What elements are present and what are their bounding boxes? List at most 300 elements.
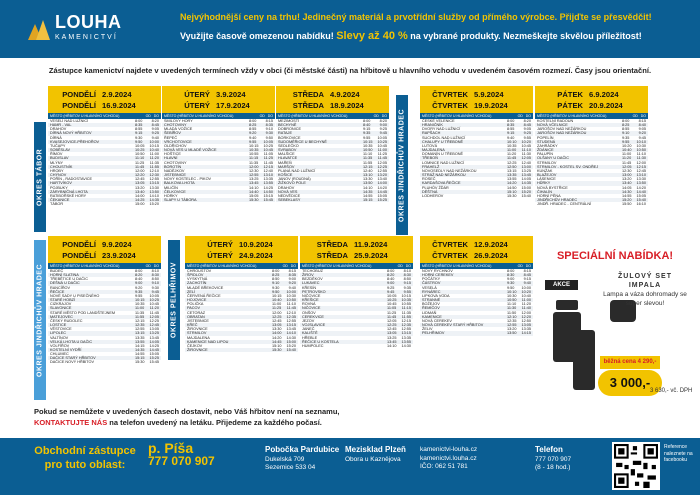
place-name: HOŠTICE [164, 152, 181, 157]
place-name: MAJDALENA [422, 148, 445, 153]
time-to: 14:05 [149, 339, 159, 344]
place-name: PETROVSKO [302, 289, 326, 294]
time-to: 10:40 [149, 148, 159, 153]
time-to: 11:30 [521, 152, 531, 157]
time-from: 13:50 [507, 331, 517, 336]
place-name: HORNÍ SLATINA [50, 273, 79, 278]
time-to: 8:15 [523, 269, 531, 273]
rep-label: Obchodní zástupce pro tuto oblast: [34, 445, 136, 471]
time-from: 10:25 [387, 298, 397, 303]
time-to: 14:30 [401, 343, 411, 348]
time-from: 14:25 [135, 197, 145, 202]
place-name: POPELÍN [537, 135, 554, 140]
place-name: MARŠOV [278, 164, 295, 169]
region-label-jhradec-bottom: OKRES JINDŘICHŮV HRADEC [34, 240, 46, 400]
place-name: TÁBOR [50, 202, 64, 207]
time-from: 9:50 [272, 289, 280, 294]
place-name: DEŠNÁ U DAČIC [50, 281, 80, 286]
time-to: 10:00 [149, 139, 159, 144]
time-to: 14:10 [286, 331, 296, 336]
time-from: 8:40 [135, 277, 143, 282]
time-from: 12:25 [387, 323, 397, 328]
place-name: RAPŠACH [422, 131, 441, 136]
time-from: 11:00 [272, 302, 282, 307]
time-to: 12:10 [149, 168, 159, 173]
time-from: 9:30 [507, 281, 515, 286]
time-to: 10:05 [377, 135, 387, 140]
place-name: KALIŠTĚ [302, 331, 318, 336]
time-to: 10:25 [263, 143, 273, 148]
place-name: CHÝNOV [50, 173, 67, 178]
date: 19.9.2024 [474, 100, 508, 110]
place-name: NOVÉ SADY U PISEČNÉHO [50, 293, 100, 298]
time-to: 9:15 [403, 281, 411, 286]
place-name: LOMNICE NAD LUŽNICÍ [422, 160, 465, 165]
schedule-block [162, 86, 275, 202]
place-name: STRMILOV - KOSTEL SV. ONDŘEJ [537, 164, 599, 169]
place-name: DÍRNÁ [50, 135, 62, 140]
time-to: 15:15 [263, 193, 273, 198]
place-name: ŽDÁNICE [537, 148, 554, 153]
time-from: 10:55 [249, 152, 259, 157]
schedule-dates [300, 236, 413, 263]
time-to: 9:45 [151, 289, 159, 294]
time-to: 9:05 [523, 127, 531, 132]
schedule-table [420, 269, 533, 336]
time-from: 13:45 [387, 339, 397, 344]
time-to: 12:55 [149, 177, 159, 182]
time-from: 10:35 [507, 143, 517, 148]
branch-plzen: Mezisklad Plzeň Obora u Kaznějova [345, 445, 406, 463]
place-name: VELKÁ LHOTA U DAČIC [50, 339, 93, 344]
time-to: 10:05 [263, 139, 273, 144]
time-to: 13:40 [377, 177, 387, 182]
place-name: JINDŘICHŮV HRADEC [537, 197, 578, 202]
table-header: MĚSTO (HŘBITOV U HLAVNÍHO VCHODU) OD DO [164, 114, 273, 118]
time-from: 12:05 [622, 164, 632, 169]
time-from: 10:50 [507, 298, 517, 303]
place-name: HŘEBLE [302, 335, 318, 340]
time-to: 12:15 [636, 164, 646, 169]
place-name: PELHŘIMOV [422, 331, 445, 336]
time-to: 11:10 [521, 148, 531, 153]
time-from: 11:30 [507, 306, 517, 311]
time-from: 9:35 [363, 131, 371, 136]
time-from: 9:45 [387, 289, 395, 294]
time-to: 13:05 [521, 323, 531, 328]
new-price: 3 000,- [598, 370, 662, 396]
time-to: 9:05 [638, 127, 646, 132]
time-from: 12:50 [507, 164, 517, 169]
time-from: 14:30 [622, 189, 632, 194]
header-slogan-2: Využijte časově omezenou nabídku! Slevy až 40 % na vybrané produkty. Nezmeškejte skvělou příležitost! [180, 30, 642, 42]
vase-image [573, 330, 595, 390]
time-to: 10:10 [636, 139, 646, 144]
time-from: 13:15 [507, 168, 517, 173]
place-name: HAMR - VAL [50, 123, 72, 128]
place-name: HŮRKY [537, 181, 551, 186]
time-to: 10:00 [521, 285, 531, 290]
schedule-block [300, 236, 413, 348]
phone-contact: Telefon 777 070 907 (8 - 18 hod.) [535, 445, 572, 471]
time-from: 12:55 [135, 327, 145, 332]
table-row [162, 198, 275, 202]
time-to: 9:50 [265, 135, 273, 140]
place-name: HLAVATCE [278, 156, 298, 161]
table-header: MĚSTO (HŘBITOV U HLAVNÍHO VCHODU) OD DO [278, 114, 387, 118]
time-from: 9:30 [272, 285, 280, 290]
time-from: 13:55 [135, 339, 145, 344]
time-from: 14:15 [135, 343, 145, 348]
place-name: ŘEPEČ [164, 135, 178, 140]
time-to: 14:45 [377, 189, 387, 194]
place-name: ČELKOVICE [164, 189, 186, 194]
place-name: RATAJE [278, 131, 292, 136]
place-name: BOROTÍN [164, 164, 182, 169]
place-name: CHOTOVINY [164, 123, 187, 128]
time-to: 12:05 [521, 156, 531, 161]
schedule-block [48, 236, 161, 365]
time-from: 9:35 [622, 135, 630, 140]
place-name: NOVÁ VES U MLADÉ VOŽICE [164, 148, 217, 153]
time-from: 11:15 [249, 156, 259, 161]
time-from: 15:00 [135, 202, 145, 207]
time-from: 14:45 [272, 339, 282, 344]
date: 6.9.2024 [589, 89, 619, 99]
table-row [48, 360, 161, 364]
place-name: ROVNÁ [302, 302, 316, 307]
time-to: 11:00 [521, 298, 531, 303]
time-to: 9:25 [379, 127, 387, 132]
qr-caption: Reference naleznete na facebooku [664, 444, 693, 463]
place-name: CETORAZ [187, 310, 206, 315]
time-to: 12:50 [521, 318, 531, 323]
time-from: 10:50 [135, 152, 145, 157]
place-name: HORNÍ CEREKEV [422, 273, 454, 278]
time-to: 14:30 [286, 335, 296, 340]
place-name: JAROŠOV NAD NEŽÁRKOU [537, 131, 587, 136]
time-from: 11:00 [622, 152, 632, 157]
place-name: ŘEČICE U KOSTELA [302, 339, 339, 344]
rep-contact: p. Píša 777 070 907 [148, 440, 215, 468]
header-slogan-1: Nejvýhodnější ceny na trhu! Jedinečný materiál a prvotřídní služby od přímého výrobce. Přijďte se přesvědčit! [180, 12, 652, 22]
time-to: 13:25 [521, 168, 531, 173]
time-from: 13:30 [272, 327, 282, 332]
time-from: 8:50 [272, 277, 280, 282]
contact-note-1: Pokud se nemůžete v uvedených časech dostavit, nebo Váš hřbitov není na seznamu, [34, 407, 340, 416]
time-to: 14:50 [263, 189, 273, 194]
time-from: 15:30 [249, 197, 259, 202]
table-row [276, 198, 389, 202]
place-name: HARTVÍKOV [50, 181, 72, 186]
schedule-block [276, 86, 389, 202]
place-name: VYSKYTNÁ [187, 277, 208, 282]
time-to: 15:05 [377, 193, 387, 198]
place-name: LODHEROV [422, 193, 444, 198]
time-to: 14:45 [149, 347, 159, 352]
date: 9.9.2024 [102, 239, 132, 249]
time-from: 14:20 [272, 335, 282, 340]
schedule-dates [420, 236, 533, 263]
day-name: STŘEDA [316, 239, 348, 249]
date: 23.9.2024 [102, 250, 136, 260]
place-name: LOSTICE [50, 323, 67, 328]
time-to: 10:15 [149, 143, 159, 148]
place-name: KOSTELNÍ VYDŘÍ [50, 347, 82, 352]
table-row [185, 348, 298, 352]
date: 2.9.2024 [102, 89, 132, 99]
time-to: 11:20 [149, 156, 159, 161]
time-to: 8:15 [265, 119, 273, 123]
time-from: 13:20 [507, 327, 517, 332]
schedule-block [420, 86, 533, 198]
footer [0, 438, 700, 495]
time-from: 11:00 [507, 148, 517, 153]
time-from: 14:10 [363, 185, 373, 190]
day-name: PONDĚLÍ [62, 250, 96, 260]
place-name: DAČICE STARÝ HŘBITOV [50, 356, 96, 361]
time-to: 12:25 [377, 164, 387, 169]
time-from: 9:00 [135, 281, 143, 286]
time-from: 13:00 [622, 173, 632, 178]
qr-code[interactable] [612, 442, 660, 490]
time-from: 13:25 [387, 335, 397, 340]
date: 25.9.2024 [354, 250, 388, 260]
time-to: 9:20 [638, 131, 646, 136]
time-to: 12:15 [401, 318, 411, 323]
date: 18.9.2024 [330, 100, 364, 110]
time-from: 15:30 [272, 347, 282, 352]
time-from: 12:00 [249, 164, 259, 169]
time-to: 9:20 [288, 281, 296, 286]
time-from: 12:10 [507, 314, 517, 319]
day-name: STŘEDA [292, 89, 324, 99]
place-name: KŘESÍN [302, 285, 317, 290]
time-to: 15:20 [149, 202, 159, 207]
table-row [535, 202, 648, 206]
time-to: 11:00 [149, 152, 159, 157]
time-from: 11:10 [135, 156, 145, 161]
place-name: BECHYNĚ [278, 123, 297, 128]
day-name: ÚTERÝ [207, 250, 233, 260]
company-logo [28, 14, 138, 46]
time-from: 11:45 [135, 164, 145, 169]
time-from: 8:55 [622, 127, 630, 132]
table-header: MĚSTO (HŘBITOV U HLAVNÍHO VCHODU) OD DO [302, 264, 411, 268]
time-to: 9:05 [151, 127, 159, 132]
day-name: ČTVRTEK [432, 100, 468, 110]
place-name: TECHOBUZ [302, 269, 323, 273]
time-to: 11:00 [377, 148, 387, 153]
time-from: 12:05 [387, 318, 397, 323]
web-contacts[interactable]: kamenictvi-louha.cz kamenictvi.louha.cz IČO: 062 51 781 [420, 446, 478, 470]
time-to: 11:55 [401, 314, 411, 319]
place-name: DOBRONICE [278, 127, 301, 132]
time-to: 8:15 [638, 119, 646, 123]
place-name: STARÉ HOBZÍ [50, 298, 76, 303]
time-to: 10:45 [521, 143, 531, 148]
schedule-block [535, 86, 648, 206]
time-to: 15:25 [149, 356, 159, 361]
schedule-table [48, 269, 161, 365]
schedule-dates [48, 236, 161, 263]
day-name: ČTVRTEK [432, 239, 468, 249]
place-name: MILIČÍN [164, 185, 178, 190]
time-from: 11:35 [363, 156, 373, 161]
place-name: CHOUSTNÍK [50, 164, 73, 169]
place-name: KOSTELNÍ RADOUN [537, 119, 574, 123]
time-from: 9:10 [272, 281, 280, 286]
date: 12.9.2024 [474, 239, 508, 249]
time-from: 8:00 [507, 119, 515, 123]
discount-highlight: Slevy až 40 % [336, 30, 408, 42]
time-to: 9:25 [523, 131, 531, 136]
time-from: 8:00 [272, 269, 280, 273]
date: 16.9.2024 [102, 100, 136, 110]
place-name: TUČAPY [50, 143, 66, 148]
time-from: 8:30 [507, 273, 515, 278]
time-from: 8:55 [135, 127, 143, 132]
time-from: 12:25 [507, 160, 517, 165]
time-to: 8:50 [151, 277, 159, 282]
time-from: 12:00 [135, 168, 145, 173]
time-to: 11:10 [636, 152, 646, 157]
time-from: 8:40 [387, 277, 395, 282]
place-name: ZACHOTÍN [187, 281, 207, 286]
place-name: POČÁTKY [422, 277, 441, 282]
time-to: 12:05 [149, 314, 159, 319]
schedule-table [535, 119, 648, 206]
place-name: ŽIŽKOVO POLE [278, 181, 306, 186]
time-from: 11:35 [135, 310, 145, 315]
time-from: 10:40 [622, 148, 632, 153]
place-name: ŽELIV [422, 327, 433, 332]
time-to: 13:55 [263, 181, 273, 186]
time-from: 11:45 [622, 160, 632, 165]
time-from: 10:50 [363, 148, 373, 153]
time-from: 8:25 [622, 123, 630, 128]
time-from: 9:50 [507, 285, 515, 290]
place-name: DOMANÍN U TŘEBONĚ [422, 152, 464, 157]
place-name: NIČOVICE [302, 306, 321, 311]
date: 4.9.2024 [330, 89, 360, 99]
time-to: 8:10 [403, 269, 411, 273]
time-to: 13:00 [521, 164, 531, 169]
time-from: 15:15 [135, 356, 145, 361]
place-name: TŘEBĚTICE U DAČIC [50, 277, 88, 282]
time-to: 11:30 [636, 156, 646, 161]
schedule-table [276, 119, 389, 202]
time-from: 12:30 [249, 168, 259, 173]
time-to: 9:10 [151, 281, 159, 286]
time-from: 9:35 [135, 289, 143, 294]
time-to: 13:45 [521, 173, 531, 178]
time-from: 12:15 [135, 318, 145, 323]
schedule-block [48, 86, 161, 206]
time-from: 8:25 [249, 123, 257, 128]
time-to: 9:55 [523, 135, 531, 140]
intro-text: Zástupce kamenictví najdete v uvedených termínech vždy v obci (či městské části) na hřbitově u hlavního vchodu v uvedeném časovém rozmezí. Časy jsou orientační. [48, 66, 652, 75]
time-to: 9:45 [379, 131, 387, 136]
place-name: BUDEČ [50, 269, 64, 273]
time-to: 14:20 [636, 185, 646, 190]
time-from: 12:35 [507, 318, 517, 323]
time-from: 11:00 [135, 306, 145, 311]
day-name: STŘEDA [316, 250, 348, 260]
time-to: 15:05 [636, 193, 646, 198]
time-to: 12:20 [521, 314, 531, 319]
time-from: 12:25 [272, 314, 282, 319]
time-from: 11:20 [622, 156, 632, 161]
time-from: 11:20 [507, 152, 517, 157]
time-to: 10:25 [377, 139, 387, 144]
place-name: ŽIROV [302, 273, 314, 278]
date: 26.9.2024 [474, 250, 508, 260]
time-to: 8:20 [151, 119, 159, 123]
place-name: RYNÁREC [422, 289, 441, 294]
schedule-dates [48, 86, 161, 113]
schedule-table [300, 269, 413, 348]
table-row [420, 331, 533, 335]
schedule-dates [276, 86, 389, 113]
time-from: 13:40 [622, 181, 632, 186]
place-name: NOVÝ KOSTELEC - PIKOV [164, 177, 212, 182]
time-from: 10:25 [135, 148, 145, 153]
place-name: DRAHOV [50, 127, 67, 132]
time-from: 12:00 [272, 310, 282, 315]
time-from: 10:15 [249, 143, 259, 148]
schedule-table [162, 119, 275, 202]
time-from: 13:15 [135, 331, 145, 336]
time-to: 12:55 [401, 327, 411, 332]
time-from: 8:35 [507, 123, 515, 128]
place-name: CIZKRAJOV [50, 302, 72, 307]
time-to: 14:05 [521, 177, 531, 182]
table-header: MĚSTO (HŘBITOV U HLAVNÍHO VCHODU) OD DO [422, 114, 531, 118]
time-from: 8:40 [363, 123, 371, 128]
time-to: 9:25 [151, 131, 159, 136]
schedule-block [420, 236, 533, 336]
time-from: 12:55 [507, 323, 517, 328]
time-from: 12:45 [387, 327, 397, 332]
time-to: 12:40 [521, 160, 531, 165]
time-to: 10:25 [149, 298, 159, 303]
time-to: 12:55 [377, 168, 387, 173]
place-name: HROBY [50, 168, 64, 173]
region-label-tabor: OKRES TÁBOR [34, 122, 46, 232]
time-to: 15:40 [636, 197, 646, 202]
time-to: 14:15 [521, 331, 531, 336]
place-name: VESELÁ [422, 285, 437, 290]
time-to: 11:45 [149, 310, 159, 315]
brand-subtitle: KAMENICTVÍ [55, 34, 118, 41]
time-from: 13:20 [622, 177, 632, 182]
time-to: 13:15 [401, 331, 411, 336]
time-from: 15:05 [249, 193, 259, 198]
time-to: 14:25 [149, 343, 159, 348]
time-from: 10:05 [387, 293, 397, 298]
day-name: PONDĚLÍ [62, 89, 96, 99]
time-from: 13:25 [249, 177, 259, 182]
place-name: JEZOV [302, 318, 315, 323]
place-name: ČÁSTROV [422, 281, 441, 286]
time-to: 8:50 [403, 277, 411, 282]
table-row [420, 194, 533, 198]
place-name: KAMENICE [422, 314, 442, 319]
place-name: HOJOVICE [187, 298, 207, 303]
time-to: 13:10 [636, 173, 646, 178]
time-from: 10:15 [363, 139, 373, 144]
